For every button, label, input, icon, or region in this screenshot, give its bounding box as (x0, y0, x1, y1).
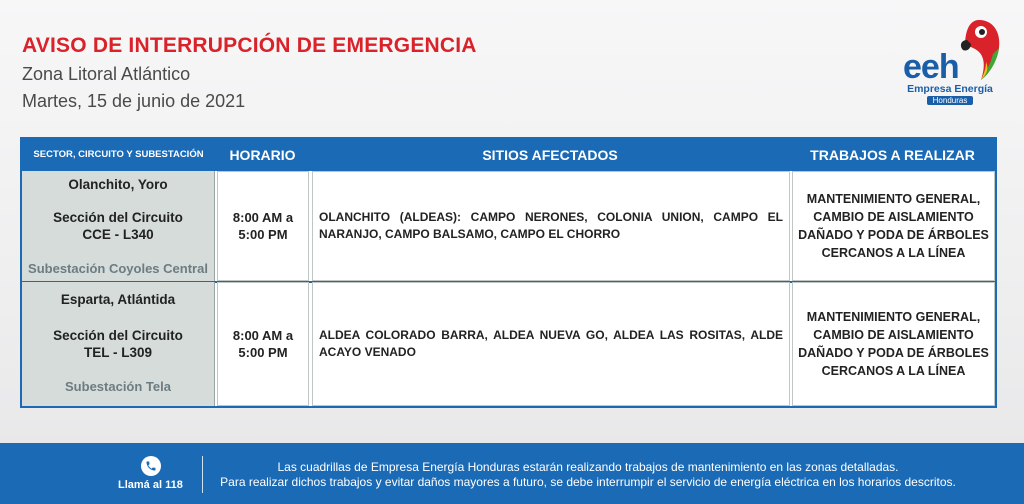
horario-start: 8:00 AM a (232, 328, 294, 343)
trabajos-text: MANTENIMIENTO GENERAL, CAMBIO DE AISLAMIENTO DAÑADO Y PODA DE ÁRBOLES CERCANOS A LA LÍNEA (798, 310, 989, 378)
footer-line-1: Las cuadrillas de Empresa Energía Honduras estarán realizando trabajos de mantenimiento en las zonas detalladas. (277, 460, 899, 474)
footer-line-2: Para realizar dichos trabajos y evitar daños mayores a futuro, se debe interrumpir el servicio de energía eléctrica en los horarios descritos. (220, 475, 956, 489)
horario-cell (217, 282, 309, 406)
notice-title: AVISO DE INTERRUPCIÓN DE EMERGENCIA (22, 34, 477, 57)
call-label[interactable]: Llamá al 118 (118, 479, 183, 491)
sector-cell (22, 282, 215, 406)
substation-name: Subestación Coyoles Central (28, 261, 208, 276)
footer-message (208, 460, 968, 490)
horario-start: 8:00 AM a (232, 210, 294, 225)
trabajos-cell (792, 282, 995, 406)
trabajos-text: MANTENIMIENTO GENERAL, CAMBIO DE AISLAMIENTO DAÑADO Y PODA DE ÁRBOLES CERCANOS A LA LÍNEA (798, 192, 989, 260)
table-header (22, 139, 995, 171)
circuit-label: Sección del Circuito (53, 328, 183, 343)
trabajos-cell (792, 171, 995, 281)
header-horario: HORARIO (229, 147, 296, 163)
notice-date: Martes, 15 de junio de 2021 (22, 91, 246, 111)
zone-subtitle: Zona Litoral Atlántico (22, 64, 191, 84)
sitios-text: OLANCHITO (ALDEAS): CAMPO NERONES, COLONIA UNION, CAMPO EL NARANJO, CAMPO BALSAMO, CAMPO EL CHORRO (319, 210, 783, 241)
phone-glyph-icon (145, 460, 157, 472)
sector-cell (22, 171, 215, 281)
horario-text (233, 209, 293, 243)
table-row (22, 282, 995, 406)
sitios-cell (312, 171, 790, 281)
interruption-table (20, 137, 997, 408)
logo-company-name: Empresa Energía (907, 83, 993, 95)
sector-place: Olanchito, Yoro (68, 177, 168, 192)
header-trabajos: TRABAJOS A REALIZAR (810, 147, 975, 163)
circuit-code: CCE - L340 (82, 227, 154, 242)
table-row (22, 171, 995, 281)
parrot-logo-icon (955, 16, 1003, 82)
header-sector: SECTOR, CIRCUITO Y SUBESTACIÓN (33, 149, 204, 160)
header-sitios: SITIOS AFECTADOS (482, 147, 618, 163)
circuit-code: TEL - L309 (83, 345, 153, 360)
logo-wordmark: eeh (903, 48, 959, 86)
horario-text (233, 327, 293, 361)
circuit-label: Sección del Circuito (53, 210, 183, 225)
horario-end: 5:00 PM (238, 345, 288, 360)
eeh-logo (895, 14, 1005, 114)
horario-cell (217, 171, 309, 281)
sitios-text: ALDEA COLORADO BARRA, ALDEA NUEVA GO, ALDEA LAS ROSITAS, ALDE ACAYO VENADO (319, 328, 783, 359)
footer-divider (202, 456, 203, 493)
sitios-cell (312, 282, 790, 406)
logo-country (900, 96, 1000, 105)
footer-banner (0, 443, 1024, 504)
substation-name: Subestación Tela (65, 379, 171, 394)
phone-icon[interactable] (141, 456, 161, 476)
sector-place: Esparta, Atlántida (60, 292, 176, 307)
logo-country-label: Honduras (927, 96, 974, 105)
horario-end: 5:00 PM (238, 227, 288, 242)
